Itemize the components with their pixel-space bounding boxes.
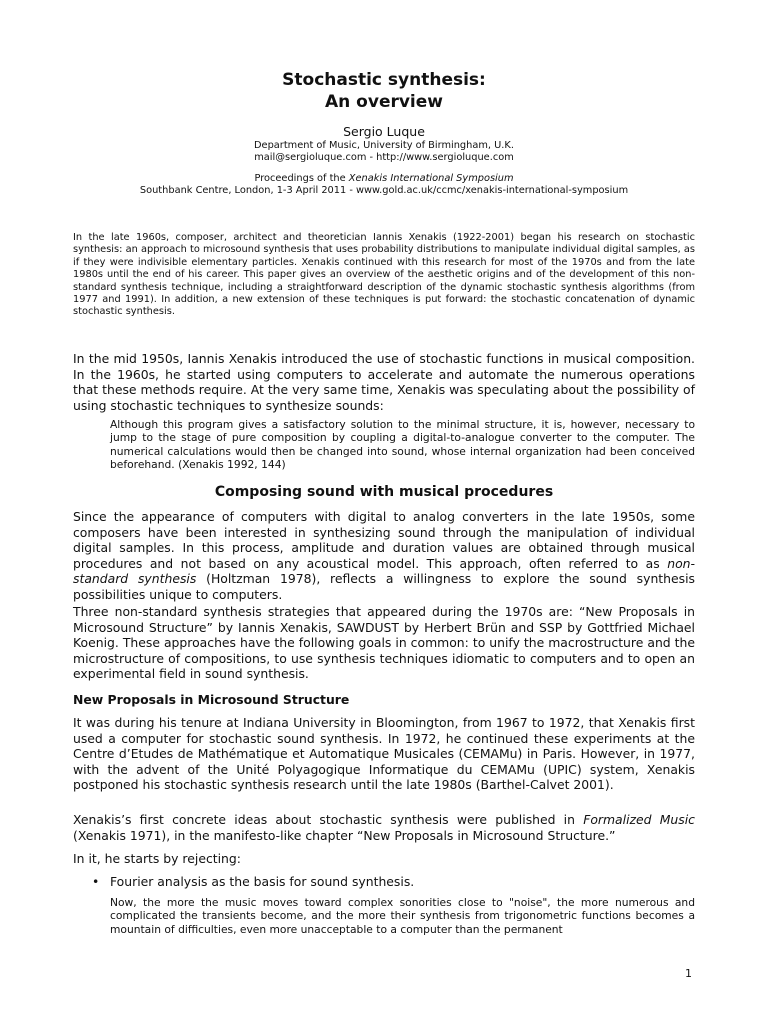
bullet-symbol: • xyxy=(92,874,100,889)
bullet-text-1: Fourier analysis as the basis for sound synthesis. xyxy=(110,874,415,889)
paper-title-line2: An overview xyxy=(325,92,443,112)
page-number: 1 xyxy=(685,967,692,980)
block-quote-1: Although this program gives a satisfactory solution to the minimal structure, it is, however, necessary to jump to the stage of pure composition by coupling a digital-to-analogue converter to the computer. The numerical calculations would then be changed into sound, whose internal organization had been conceived beforehand. (Xenakis 1992, 144) xyxy=(110,418,695,472)
s2-p2-text-b: (Xenakis 1971), in the manifesto-like chapter “New Proposals in Microsound Structure.” xyxy=(73,827,616,843)
section1-paragraph2: Three non-standard synthesis strategies that appeared during the 1970s are: “New Proposals in Microsound Structure” by Iannis Xenakis, SAWDUST by Herbert Brün and SSP by Gottfried Michael Koenig. These approaches have the following goals in common: to unify the macrostructure and the microstructure of compositions, to use synthesis techniques idiomatic to computers and to open an experimental field in sound synthesis. xyxy=(73,604,695,682)
s2-p2-italic: Formalized Music xyxy=(583,812,695,827)
proceedings-line xyxy=(0,173,768,185)
s1-p1-italic: non-standard synthesis xyxy=(73,555,695,587)
author-contact: mail@sergioluque.com - http://www.sergioluque.com xyxy=(254,152,514,163)
paper-title-line1: Stochastic synthesis: xyxy=(282,70,486,90)
bullet-item-1 xyxy=(92,874,414,889)
block-quote-2: Now, the more the music moves toward complex sonorities close to "noise", the more numerous and complicated the transients become, and the more their synthesis from trigonometric functions becomes a mountain of difficulties, even more unacceptable to a computer than the permanent xyxy=(110,896,695,936)
s1-p1-text-a: Since the appearance of computers with digital to analog converters in the late 1950s, some composers have been interested in synthesizing sound through the manipulation of individual digital samples. In this process, amplitude and duration values are obtained through musical procedures and not based on any acoustical model. This approach, often referred to as xyxy=(73,509,695,571)
intro-paragraph: In the mid 1950s, Iannis Xenakis introduced the use of stochastic functions in musical composition. In the 1960s, he started using computers to accelerate and automate the numerous operations that these methods require. At the very same time, Xenakis was speculating about the possibility of using stochastic techniques to synthesize sounds: xyxy=(73,351,695,413)
s2-p2-text-a: Xenakis’s first concrete ideas about stochastic synthesis were published in xyxy=(73,812,584,827)
section2-paragraph2 xyxy=(73,812,695,843)
section-heading-new-proposals: New Proposals in Microsound Structure xyxy=(73,692,350,707)
venue-line: Southbank Centre, London, 1-3 April 2011 - www.gold.ac.uk/ccmc/xenakis-international-symposium xyxy=(139,185,629,196)
abstract: In the late 1960s, composer, architect and theoretician Iannis Xenakis (1922-2001) began his research on stochastic synthesis: an approach to microsound synthesis that uses probability distributions to manipulate individual digital samples, as if they were indivisible elementary particles. Xenakis continued with this research for most of the 1970s and from the late 1980s until the end of his career. This paper gives an overview of the aesthetic origins and of the development of this non-standard synthesis technique, including a straightforward description of the dynamic stochastic synthesis algorithms (from 1977 and 1991). In addition, a new extension of these techniques is put forward: the stochastic concatenation of dynamic stochastic synthesis. xyxy=(73,232,695,318)
proceedings-name: Xenakis International Symposium xyxy=(348,173,514,184)
author-name: Sergio Luque xyxy=(343,124,425,139)
author-affiliation: Department of Music, University of Birmingham, U.K. xyxy=(254,140,514,151)
proceedings-prefix: Proceedings of the xyxy=(254,173,349,184)
section-heading-composing-sound: Composing sound with musical procedures xyxy=(214,484,554,500)
section2-paragraph3: In it, he starts by rejecting: xyxy=(73,851,241,866)
section1-paragraph1 xyxy=(73,509,695,603)
s1-p1-text-b: (Holtzman 1978), reflects a willingness to explore the sound synthesis possibilities unique to computers. xyxy=(73,571,695,602)
section2-paragraph1: It was during his tenure at Indiana University in Bloomington, from 1967 to 1972, that Xenakis first used a computer for stochastic sound synthesis. In 1972, he continued these experiments at the Centre d’Etudes de Mathématique et Automatique Musicales (CEMAMu) in Paris. However, in 1977, with the advent of the Unité Polyagogique Informatique du CEMAMu (UPIC) system, Xenakis postponed his stochastic synthesis research until the late 1980s (Barthel-Calvet 2001). xyxy=(73,715,695,793)
